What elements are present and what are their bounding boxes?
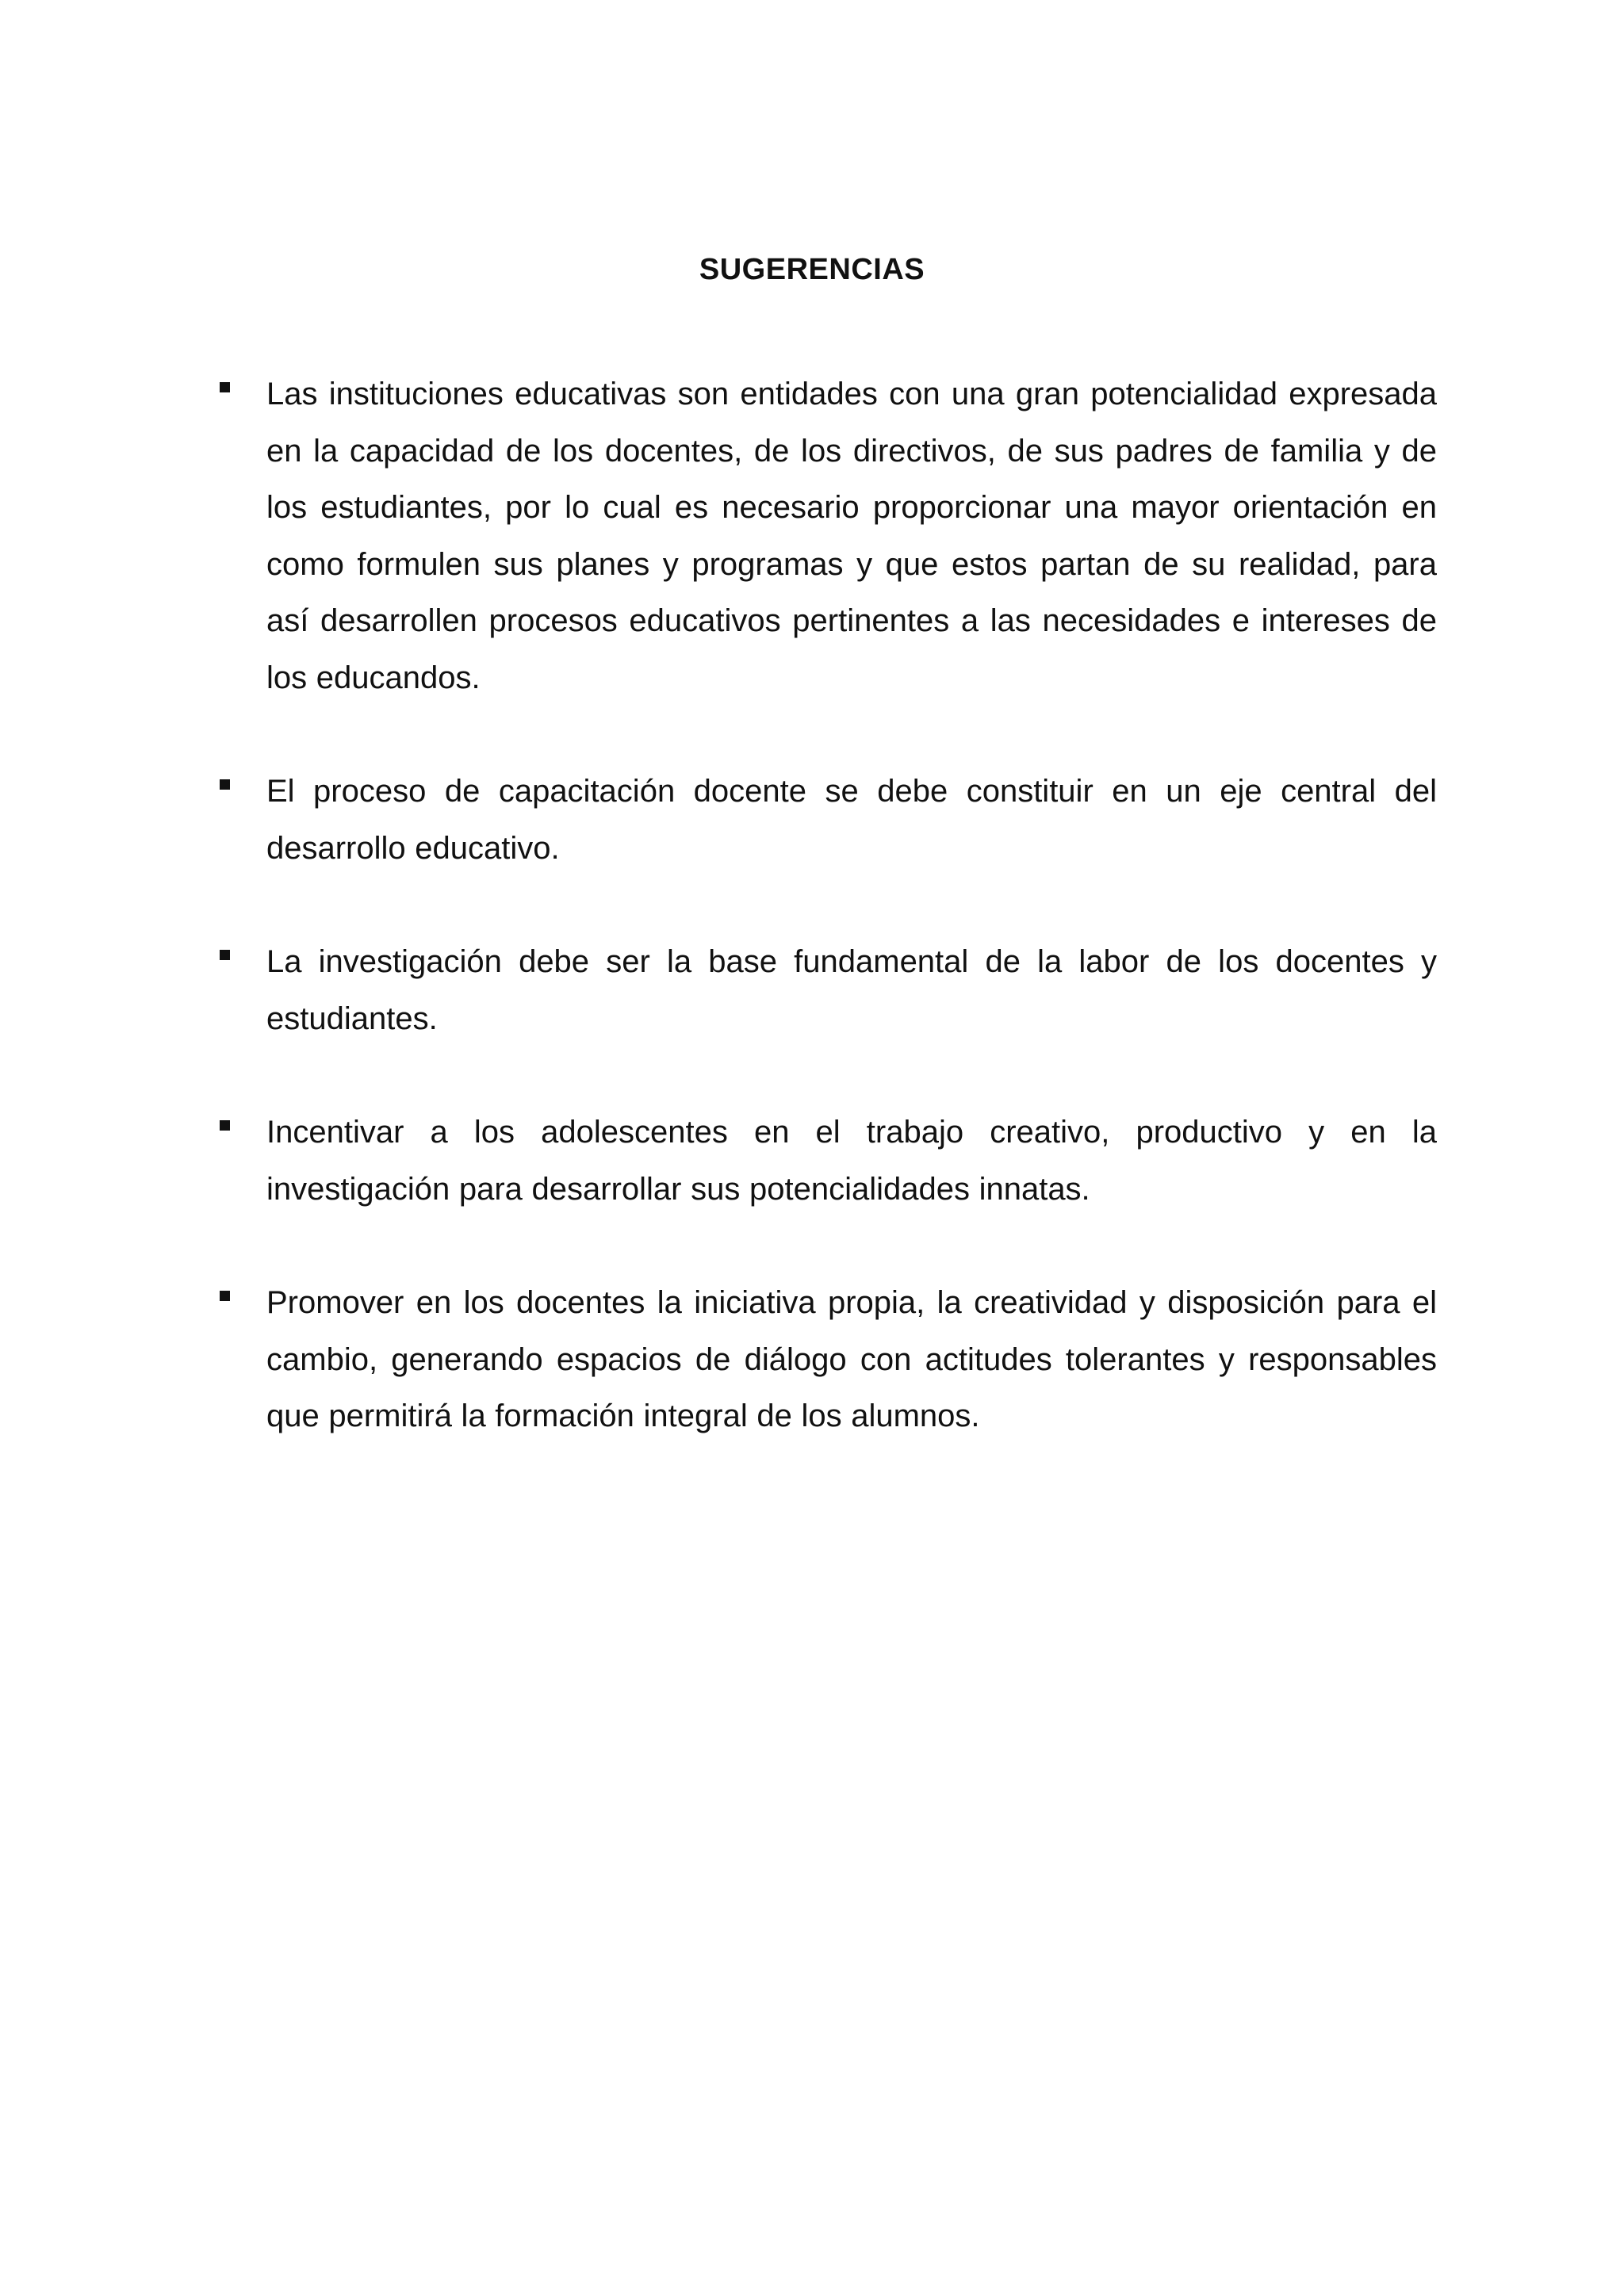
square-bullet-icon [220,779,230,790]
list-item [0,763,1624,877]
list-item-text: Las instituciones educativas son entidades con una gran potencialidad expresada en la capacidad de los docentes, de los directivos, de sus padres de familia y de los estudiantes, por lo cual es necesario proporcionar una mayor orientación en como formulen sus planes y programas y que estos partan de su realidad, para así desarrollen procesos educativos pertinentes a las necesidades e intereses de los educandos. [266,377,1437,695]
square-bullet-icon [220,1120,230,1131]
square-bullet-icon [220,950,230,960]
list-item [0,366,1624,706]
list-item [0,1275,1624,1445]
suggestions-list [0,366,1624,1502]
list-item [0,934,1624,1047]
square-bullet-icon [220,382,230,392]
list-item [0,1104,1624,1218]
list-item-text: Incentivar a los adolescentes en el trabajo creativo, productivo y en la investigación para desarrollar sus potencialidades innatas. [266,1115,1437,1207]
list-item-text: Promover en los docentes la iniciativa propia, la creatividad y disposición para el cambio, generando espacios de diálogo con actitudes tolerantes y responsables que permitirá la formación integral de los alumnos. [266,1285,1437,1433]
page-title: SUGERENCIAS [699,253,925,286]
list-item-text: La investigación debe ser la base fundamental de la labor de los docentes y estudiantes. [266,944,1437,1036]
list-item-text: El proceso de capacitación docente se debe constituir en un eje central del desarrollo educativo. [266,774,1437,866]
square-bullet-icon [220,1291,230,1301]
